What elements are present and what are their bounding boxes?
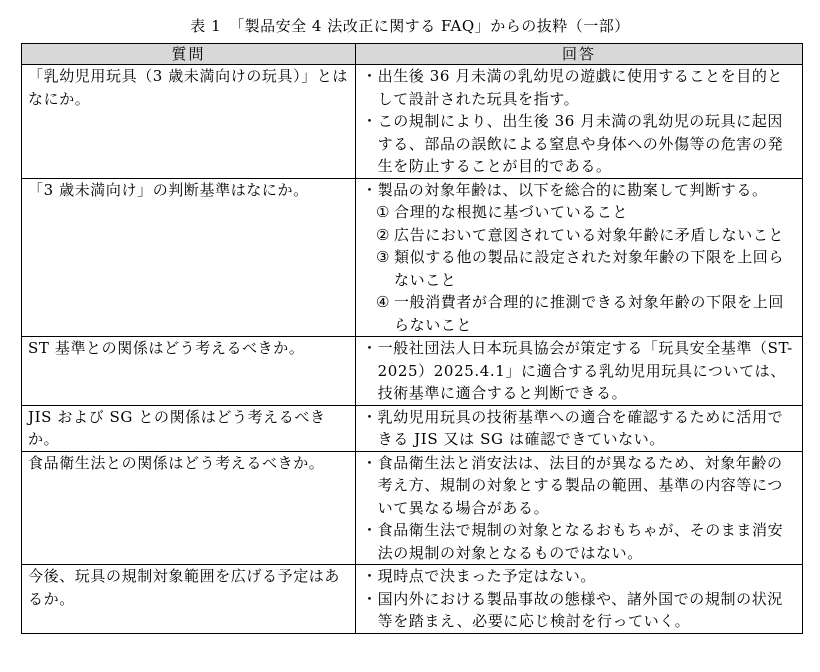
answer-bullet: [362, 519, 798, 564]
answer-cell: [356, 337, 803, 406]
numbered-subitem: [362, 246, 798, 291]
subitem-text: 合理的な根拠に基づいていること: [394, 203, 629, 221]
answer-bullet: [362, 65, 798, 110]
question-text: JIS および SG との関係はどう考えるべきか。: [28, 407, 326, 448]
subitem-text: 一般消費者が合理的に推測できる対象年齢の下限を上回らないこと: [394, 293, 785, 334]
subitem-number: ③: [376, 248, 391, 266]
bullet-text: 出生後 36 月未満の乳幼児の遊戯に使用することを目的として設計された玩具を指す。: [377, 67, 784, 108]
bullet-text: 食品衛生法で規制の対象となるおもちゃが、そのまま消安法の規制の対象となるものではない。: [377, 521, 784, 562]
question-text: 「3 歳未満向け」の判断基準はなにか。: [28, 180, 309, 199]
question-text: 今後、玩具の規制対象範囲を広げる予定はあるか。: [28, 567, 341, 608]
bullet-mark: ・: [362, 521, 378, 539]
subitem-number: ①: [376, 203, 391, 221]
answer-bullet: [362, 110, 798, 178]
bullet-text: 製品の対象年齢は、以下を総合的に勘案して判断する。: [377, 180, 768, 199]
answer-cell: [356, 65, 803, 179]
answer-cell: [356, 405, 803, 451]
bullet-text: 国内外における製品事故の態様や、諸外国での規制の状況等を踏まえ、必要に応じ検討を行っていく。: [377, 589, 783, 630]
table-row: [22, 405, 803, 451]
numbered-subitem: [362, 224, 798, 247]
question-cell: [22, 178, 356, 337]
bullet-mark: ・: [362, 180, 378, 199]
bullet-text: 一般社団法人日本玩具協会が策定する「玩具安全基準（ST-2025）2025.4.1」に適合する乳幼児用玩具については、技術基準に適合すると判断できる。: [377, 339, 793, 402]
question-cell: [22, 451, 356, 565]
numbered-subitem: [362, 291, 798, 336]
table-row: [22, 65, 803, 179]
answer-bullet: [362, 406, 798, 451]
question-text: 食品衛生法との関係はどう考えるべきか。: [28, 453, 325, 472]
bullet-text: この規制により、出生後 36 月未満の乳幼児の玩具に起因する、部品の誤飲による窒息や身体への外傷等の危害の発生を防止することが目的である。: [377, 112, 784, 175]
table-row: [22, 337, 803, 406]
faq-table: [21, 43, 803, 634]
bullet-mark: ・: [362, 407, 378, 426]
answer-cell: [356, 565, 803, 634]
subitem-text: 類似する他の製品に設定された対象年齢の下限を上回らないこと: [394, 248, 785, 289]
question-cell: [22, 405, 356, 451]
bullet-text: 乳幼児用玩具の技術基準への適合を確認するために活用できる JIS 又は SG は確認できていない。: [377, 407, 784, 448]
question-column-header: 質問: [22, 44, 356, 65]
answer-bullet: [362, 452, 798, 520]
answer-bullet: [362, 337, 798, 405]
bullet-mark: ・: [362, 589, 378, 608]
question-cell: [22, 65, 356, 179]
subitem-number: ④: [376, 293, 391, 311]
table-row: [22, 451, 803, 565]
question-cell: [22, 337, 356, 406]
question-text: 「乳幼児用玩具（3 歳未満向けの玩具）」とはなにか。: [28, 67, 349, 108]
subitem-number: ②: [376, 225, 391, 244]
question-text: ST 基準との関係はどう考えるべきか。: [28, 339, 305, 357]
header-row: [22, 44, 803, 65]
question-cell: [22, 565, 356, 634]
answer-bullet: [362, 588, 798, 633]
bullet-mark: ・: [362, 453, 378, 472]
bullet-text: 食品衛生法と消安法は、法目的が異なるため、対象年齢の考え方、規制の対象とする製品の範囲、基準の内容等について異なる場合がある。: [377, 453, 783, 517]
bullet-text: 現時点で決まった予定はない。: [377, 567, 597, 585]
table-row: [22, 565, 803, 634]
bullet-mark: ・: [362, 112, 378, 130]
answer-bullet: [362, 179, 798, 202]
answer-cell: [356, 178, 803, 337]
table-caption: 表 1 「製品安全 4 法改正に関する FAQ」からの抜粋（一部）: [190, 17, 630, 35]
numbered-subitem: [362, 201, 798, 224]
answer-cell: [356, 451, 803, 565]
answer-bullet: [362, 565, 798, 588]
subitem-text: 広告において意図されている対象年齢に矛盾しないこと: [394, 225, 785, 244]
bullet-mark: ・: [362, 567, 378, 585]
bullet-mark: ・: [362, 67, 378, 85]
answer-column-header: 回答: [356, 44, 803, 65]
table-row: [22, 178, 803, 337]
bullet-mark: ・: [362, 339, 378, 357]
